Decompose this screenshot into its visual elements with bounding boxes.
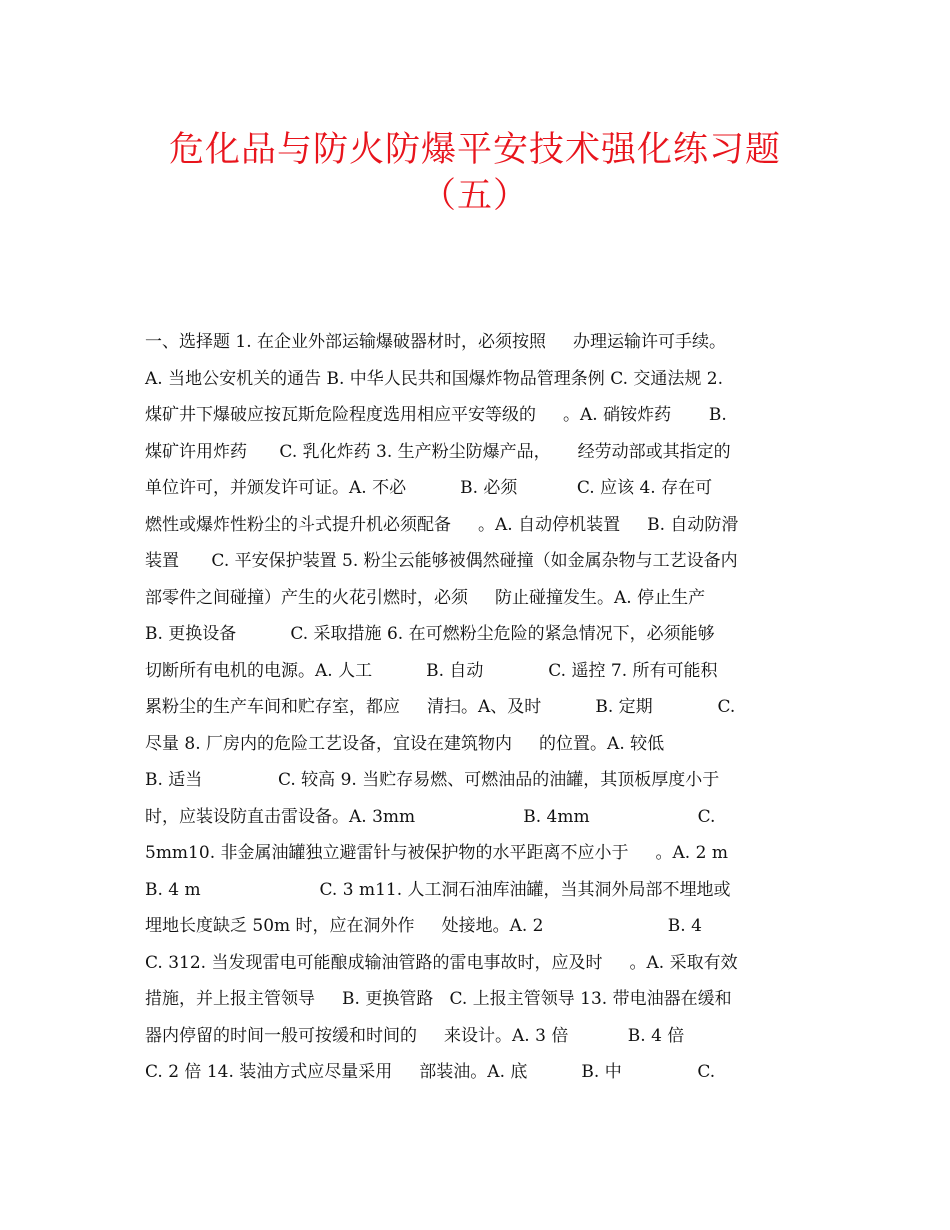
document-title-line-1: 危化品与防火防爆平安技术强化练习题 [168,130,781,170]
body-line: B. 更换设备 C. 采取措施 6. 在可燃粉尘危险的紧急情况下，必须能够 [145,624,715,644]
body-line: C. 2 倍 14. 装油方式应尽量采用 部装油。A. 底 B. 中 C. [145,1062,716,1082]
body-line: 切断所有电机的电源。A. 人工 B. 自动 C. 遥控 7. 所有可能积 [145,660,718,681]
body-line: 燃性或爆炸性粉尘的斗式提升机必须配备 。A. 自动停机装置 B. 自动防滑 [145,514,739,535]
body-line: 器内停留的时间一般可按缓和时间的 来设计。A. 3 倍 B. 4 倍 [145,1025,685,1046]
body-line: 5mm10. 非金属油罐独立避雷针与被保护物的水平距离不应小于 。A. 2 m [145,843,728,863]
body-line: A. 当地公安机关的通告 B. 中华人民共和国爆炸物品管理条例 C. 交通法规 2. [145,368,724,389]
body-line: 累粉尘的生产车间和贮存室，都应 清扫。A、及时 B. 定期 C. [145,697,736,717]
body-line: 装置 C. 平安保护装置 5. 粉尘云能够被偶然碰撞（如金属杂物与工艺设备内 [145,551,738,571]
body-line: B. 适当 C. 较高 9. 当贮存易燃、可燃油品的油罐，其顶板厚度小于 [145,770,720,790]
body-line: 一、选择题 1. 在企业外部运输爆破器材时，必须按照 办理运输许可手续。 [145,332,727,352]
body-line: 单位许可，并颁发许可证。A. 不必 B. 必须 C. 应该 4. 存在可 [145,478,713,498]
body-line: 尽量 8. 厂房内的危险工艺设备，宜设在建筑物内 的位置。A. 较低 [145,733,665,754]
body-line: 时，应装设防直击雷设备。A. 3mm B. 4mm C. [145,806,716,827]
question-body [145,324,825,1091]
body-line: C. 312. 当发现雷电可能酿成输油管路的雷电事故时，应及时 。A. 采取有效 [145,952,738,973]
document-title-line-2: （五） [420,176,529,216]
body-line: B. 4 m C. 3 m11. 人工洞石油库油罐，当其洞外局部不埋地或 [145,879,731,900]
body-line: 措施，并上报主管领导 B. 更换管路 C. 上报主管领导 13. 带电油器在缓和 [145,989,732,1009]
body-line: 煤矿许用炸药 C. 乳化炸药 3. 生产粉尘防爆产品， 经劳动部或其指定的 [145,441,731,462]
body-line: 部零件之间碰撞）产生的火花引燃时，必须 防止碰撞发生。A. 停止生产 [145,587,706,608]
body-line: 埋地长度缺乏 50m 时，应在洞外作 处接地。A. 2 B. 4 [145,916,702,936]
body-line: 煤矿井下爆破应按瓦斯危险程度选用相应平安等级的 。A. 硝铵炸药 B. [145,405,727,425]
